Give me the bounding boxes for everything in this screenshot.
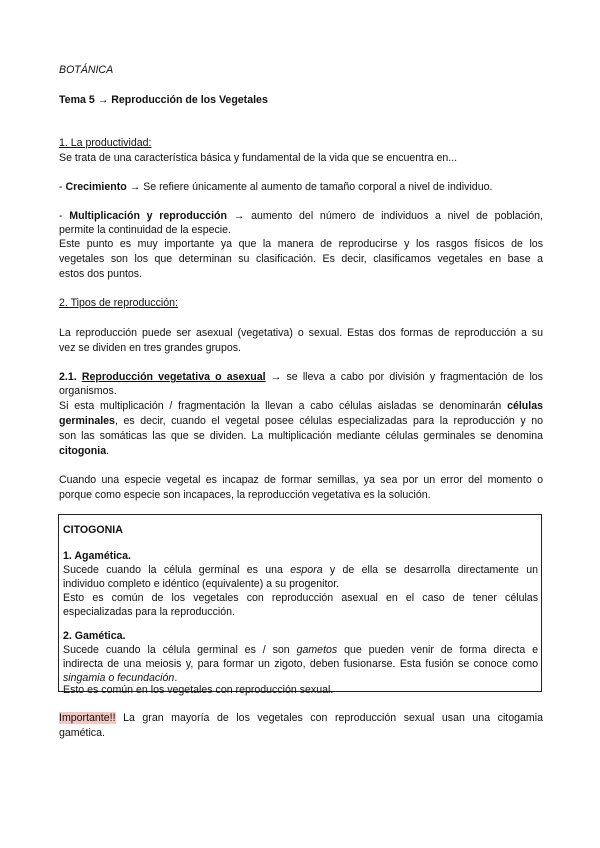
section-1-heading: 1. La productividad: bbox=[59, 137, 152, 149]
box-line: Sucede cuando la célula germinal es una espora y de ella se desarrolla directamente un bbox=[63, 564, 538, 576]
paragraph-line: Este punto es muy importante ya que la manera de reproducirse y los rasgos físicos de los bbox=[59, 238, 543, 250]
arrow-icon: → bbox=[97, 94, 109, 106]
subject-header: BOTÁNICA bbox=[59, 64, 114, 76]
gametica-heading: 2. Gamética. bbox=[63, 630, 126, 642]
important-note: Importante!! La gran mayoría de los vegetales con reproducción sexual usan una citogamia bbox=[59, 712, 543, 724]
box-line: individuo completo e idéntico (equivalente) a su progenitor. bbox=[63, 578, 340, 590]
box-line: Esto es común en los vegetales con reproducción sexual. bbox=[63, 684, 334, 696]
paragraph-line: vegetales son los que determinan su clasificación. Es decir, clasificamos vegetales en base a bbox=[59, 253, 543, 265]
bullet-multiplication-cont: permite la continuidad de la especie. bbox=[59, 224, 231, 236]
paragraph-line: La reproducción puede ser asexual (vegetativa) o sexual. Estas dos formas de reproducción a su bbox=[59, 327, 543, 339]
paragraph-line: son las somáticas las que se dividen. La multiplicación mediante células germinales se denomina bbox=[59, 430, 543, 442]
section-2-1-heading: 2.1. Reproducción vegetativa o asexual → se lleva a cabo por división y fragmentación de los bbox=[59, 371, 543, 383]
citogonia-box bbox=[58, 514, 542, 696]
box-line: Esto es común de los vegetales con reproducción asexual en el caso de tener células bbox=[63, 592, 538, 604]
box-line: Sucede cuando la célula germinal es / son gametos que pueden venir de forma directa e bbox=[63, 644, 538, 656]
term-growth: Crecimiento bbox=[65, 181, 127, 193]
section-1-intro: Se trata de una característica básica y fundamental de la vida que se encuentra en... bbox=[59, 152, 458, 164]
box-title: CITOGONIA bbox=[63, 524, 123, 536]
paragraph-line: Si esta multiplicación / fragmentación la llevan a cabo células aisladas se denominarán células bbox=[59, 400, 543, 412]
agametica-heading: 1. Agamética. bbox=[63, 550, 131, 562]
paragraph-line: vez se dividen en tres grandes grupos. bbox=[59, 342, 241, 354]
term-vegetative: Reproducción vegetativa o asexual bbox=[81, 371, 266, 383]
topic-name: Reproducción de los Vegetales bbox=[111, 94, 268, 106]
box-line: especializadas para la reproducción. bbox=[63, 606, 235, 618]
paragraph-line: Cuando una especie vegetal es incapaz de formar semillas, ya sea por un error del momento o bbox=[59, 474, 543, 486]
paragraph-line: porque como especie son incapaces, la reproducción vegetativa es la solución. bbox=[59, 489, 431, 501]
section-2-heading: 2. Tipos de reproducción: bbox=[59, 297, 178, 309]
important-highlight: Importante!! bbox=[59, 712, 116, 724]
bullet-growth: - Crecimiento → Se refiere únicamente al aumento de tamaño corporal a nivel de individuo. bbox=[59, 181, 493, 193]
box-line: indirecta de una meiosis y, para formar un zigoto, deben fusionarse. Esta fusión se conoce como bbox=[63, 658, 538, 670]
bullet-multiplication: - Multiplicación y reproducción → aumento del número de individuos a nivel de población, bbox=[59, 210, 543, 222]
paragraph-line: organismos. bbox=[59, 385, 117, 397]
term-multiplication: Multiplicación y reproducción bbox=[69, 210, 227, 222]
paragraph-line: gamética. bbox=[59, 727, 105, 739]
topic-number: Tema 5 bbox=[59, 94, 95, 106]
topic-title bbox=[59, 93, 543, 109]
paragraph-line: germinales, es decir, cuando el vegetal posee células especializadas para la reproducción y no bbox=[59, 415, 543, 427]
box-line: singamia o fecundación. bbox=[63, 672, 178, 684]
paragraph-line: citogonia. bbox=[59, 445, 110, 457]
paragraph-line: estos dos puntos. bbox=[59, 268, 143, 280]
